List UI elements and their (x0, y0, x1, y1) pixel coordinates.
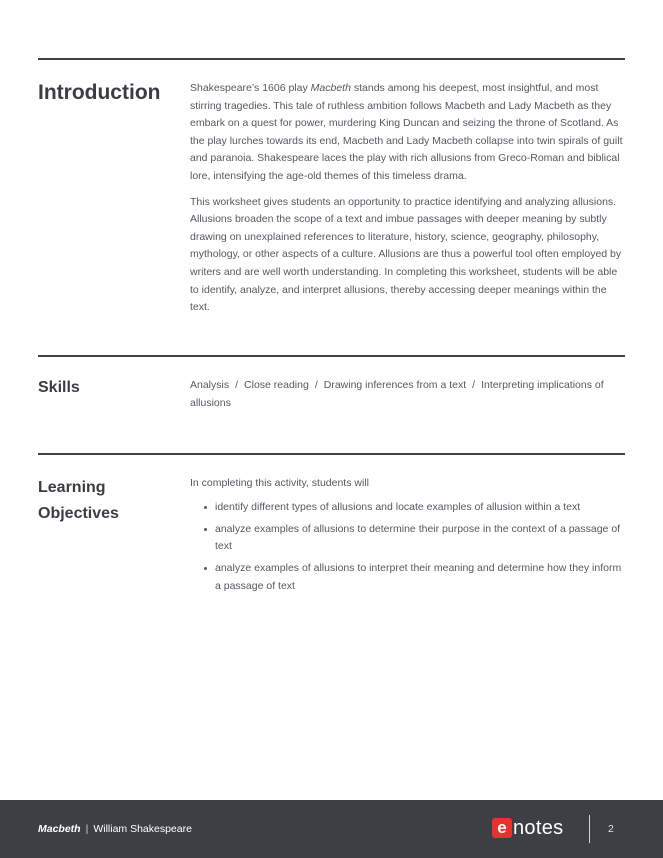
objectives-list (190, 499, 625, 596)
play-title: Macbeth (310, 82, 351, 94)
introduction-heading: Introduction (38, 81, 161, 104)
skill-item: Drawing inferences from a text (323, 379, 467, 391)
footer-pipe: | (85, 823, 89, 835)
skill-separator: / (472, 379, 476, 391)
footer-divider-line (589, 815, 590, 843)
introduction-body (190, 80, 625, 325)
objectives-body (190, 475, 625, 600)
footer-author: William Shakespeare (93, 823, 192, 835)
enotes-e-icon: e (492, 818, 512, 838)
skills-list (190, 377, 625, 412)
page-footer (0, 800, 663, 858)
objective-item: analyze examples of allusions to determine their purpose in the context of a passage of text (190, 521, 625, 556)
skill-item: Interpreting implications of allusions (190, 379, 604, 409)
objectives-heading (38, 475, 178, 527)
skill-item: Analysis (190, 379, 230, 391)
footer-book-title: Macbeth (38, 823, 81, 835)
intro-text-b: stands among his deepest, most insightful, and most stirring tragedies. This tale of ruthless ambition follows Macbeth and Lady Macbeth as they embark on a quest for power, murdering King Duncan and seizing the throne of Scotland. As the play lurches towards its end, Macbeth and Lady Macbeth collapse into twin spirals of guilt and paranoia. Shakespeare laces the play with rich allusions from Greco-Roman and biblical lore, intensifying the age-old themes of this timeless drama. (190, 82, 623, 182)
objectives-heading-line-2: Objectives (38, 505, 119, 522)
section-divider (38, 453, 625, 455)
introduction-paragraph-2: This worksheet gives students an opportunity to practice identifying and analyzing allusions. Allusions broaden the scope of a text and imbue passages with deeper meaning by subtly drawing on unexplained references to literature, history, science, geography, philosophy, mythology, or other aspects of a culture. Allusions are thus a powerful tool often employed by writers and are well worth understanding. In completing this worksheet, students will be able to identify, analyze, and interpret allusions, thereby accessing deeper meanings within the text. (190, 195, 622, 314)
section-divider (38, 355, 625, 357)
enotes-wordmark: notes (513, 816, 564, 839)
page-number: 2 (608, 823, 614, 835)
enotes-logo (492, 817, 563, 839)
objective-item: identify different types of allusions and locate examples of allusion within a text (190, 499, 625, 517)
section-divider (38, 58, 625, 60)
intro-text-a: Shakespeare’s 1606 play (190, 82, 311, 94)
objectives-intro: In completing this activity, students will (190, 477, 369, 489)
skill-separator: / (314, 379, 318, 391)
objectives-heading-line-1: Learning (38, 479, 106, 496)
skill-separator: / (235, 379, 239, 391)
skill-item: Close reading (244, 379, 309, 391)
skills-heading: Skills (38, 379, 80, 396)
introduction-paragraph-1 (190, 80, 625, 186)
objective-item: analyze examples of allusions to interpret their meaning and determine how they inform a passage of text (190, 560, 625, 595)
footer-book-info (38, 823, 192, 835)
